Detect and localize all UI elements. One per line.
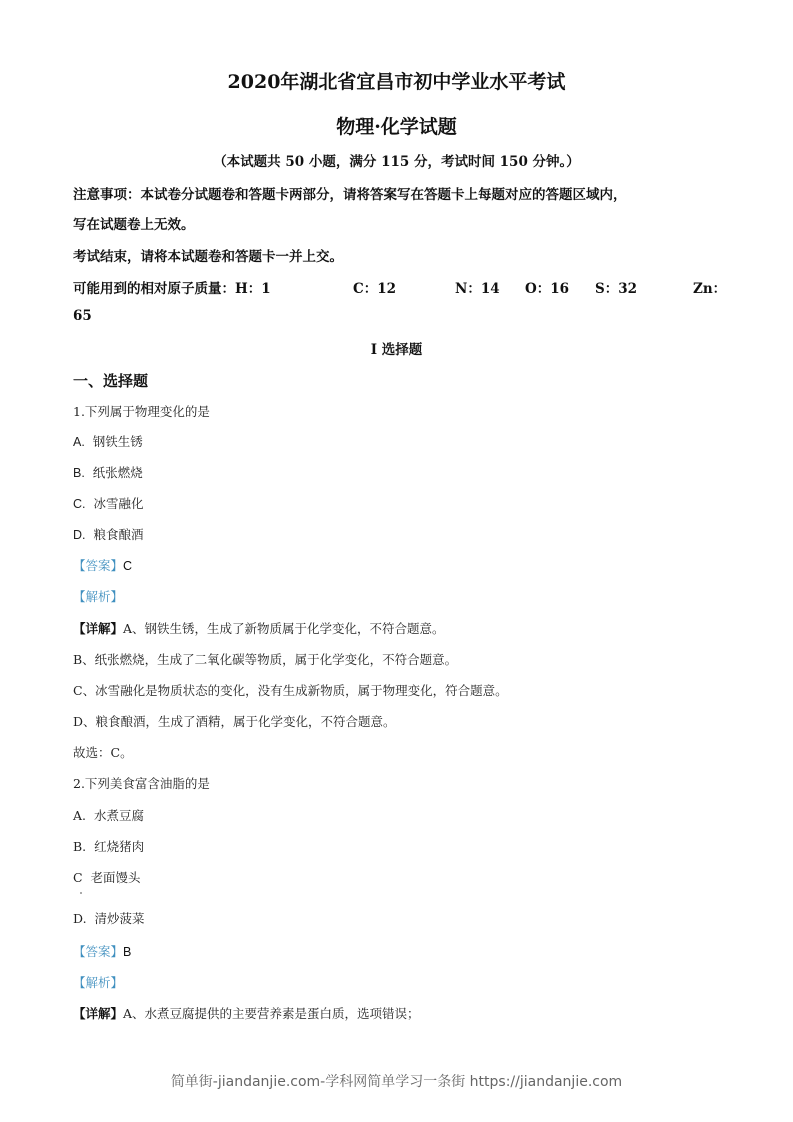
- option-text: 粮食酿酒: [93, 527, 144, 542]
- notice-line-3: 考试结束，请将本试题卷和答题卡一并上交。: [73, 249, 343, 265]
- atomic-mass-c: C：12: [353, 281, 397, 297]
- option-label: A.: [73, 808, 87, 823]
- answer-value: B: [123, 945, 132, 959]
- atomic-mass-h: H：1: [235, 281, 271, 297]
- question-1-option-c: [73, 494, 143, 512]
- section-heading: 一、选择题: [73, 372, 149, 390]
- analysis-tag: 【解析】: [73, 975, 124, 990]
- question-1-option-b: [73, 463, 143, 481]
- part-title: I 选择题: [370, 342, 423, 358]
- option-label: D.: [73, 911, 87, 926]
- question-1-detail-1: [73, 619, 445, 637]
- option-text: 老面馒头: [90, 870, 141, 885]
- notice-line-2: 写在试题卷上无效。: [73, 217, 195, 233]
- option-text: 钢铁生锈: [92, 434, 143, 449]
- option-text: 水煮豆腐: [93, 808, 144, 823]
- answer-tag: 【答案】: [73, 558, 124, 573]
- question-1-answer: [73, 556, 132, 574]
- question-1-analysis: [73, 587, 123, 605]
- option-text: 冰雪融化: [93, 496, 144, 511]
- question-2-answer: [73, 942, 131, 960]
- atomic-mass-s: S：32: [595, 281, 638, 297]
- question-1-option-d: [73, 525, 143, 543]
- detail-text: A、钢铁生锈，生成了新物质属于化学变化，不符合题意。: [123, 621, 445, 636]
- analysis-tag: 【解析】: [73, 589, 124, 604]
- atomic-mass-zn: Zn：: [693, 281, 727, 297]
- detail-tag: 【详解】: [73, 621, 124, 636]
- atomic-mass-n: N：14: [455, 281, 500, 297]
- option-label: C: [73, 870, 83, 885]
- notice-line-1: 注意事项：本试卷分试题卷和答题卡两部分，请将答案写在答题卡上每题对应的答题区域内，: [73, 187, 627, 203]
- question-2-option-b: [73, 837, 144, 855]
- option-label: C.: [73, 497, 86, 511]
- option-text: 纸张燃烧: [92, 465, 143, 480]
- detail-tag: 【详解】: [73, 1006, 124, 1021]
- atomic-mass-label-text: 可能用到的相对原子质量：: [73, 281, 235, 297]
- option-label: B.: [73, 839, 87, 854]
- question-1-detail-2: B、纸张燃烧，生成了二氧化碳等物质，属于化学变化，不符合题意。: [73, 652, 458, 667]
- question-2-option-d: [73, 909, 145, 927]
- question-2-detail-1: [73, 1004, 420, 1022]
- answer-value: C: [123, 559, 133, 573]
- question-1-conclusion: 故选：C。: [73, 745, 133, 760]
- option-label: D.: [73, 528, 86, 542]
- question-1-detail-4: D、粮食酿酒，生成了酒精，属于化学变化，不符合题意。: [73, 714, 396, 729]
- exam-info: （本试题共 50 小题，满分 115 分，考试时间 150 分钟。）: [213, 154, 580, 170]
- atomic-mass-zn-value: 65: [73, 308, 92, 324]
- exam-title: 2020年湖北省宜昌市初中学业水平考试: [227, 71, 566, 93]
- question-2-option-c: [73, 868, 141, 886]
- detail-text: A、水煮豆腐提供的主要营养素是蛋白质，选项错误；: [123, 1006, 420, 1021]
- option-label: B.: [73, 466, 85, 480]
- atomic-mass-label: [73, 277, 271, 297]
- option-text: 清炒菠菜: [94, 911, 145, 926]
- answer-tag: 【答案】: [73, 944, 124, 959]
- question-1-stem: 1.下列属于物理变化的是: [73, 404, 210, 419]
- exam-subtitle: 物理·化学试题: [336, 116, 457, 138]
- stray-punctuation-mark: [80, 892, 82, 894]
- question-2-stem: 2.下列美食富含油脂的是: [73, 776, 210, 791]
- footer-watermark: 简单街-jiandanjie.com-学科网简单学习一条街 https://jiandanjie.com: [170, 1074, 623, 1090]
- question-1-detail-3: C、冰雪融化是物质状态的变化，没有生成新物质，属于物理变化，符合题意。: [73, 683, 508, 698]
- atomic-mass-o: O：16: [525, 281, 570, 297]
- option-text: 红烧猪肉: [94, 839, 145, 854]
- question-1-option-a: [73, 432, 143, 450]
- question-2-analysis: [73, 973, 123, 991]
- question-2-option-a: [73, 806, 144, 824]
- option-label: A.: [73, 435, 85, 449]
